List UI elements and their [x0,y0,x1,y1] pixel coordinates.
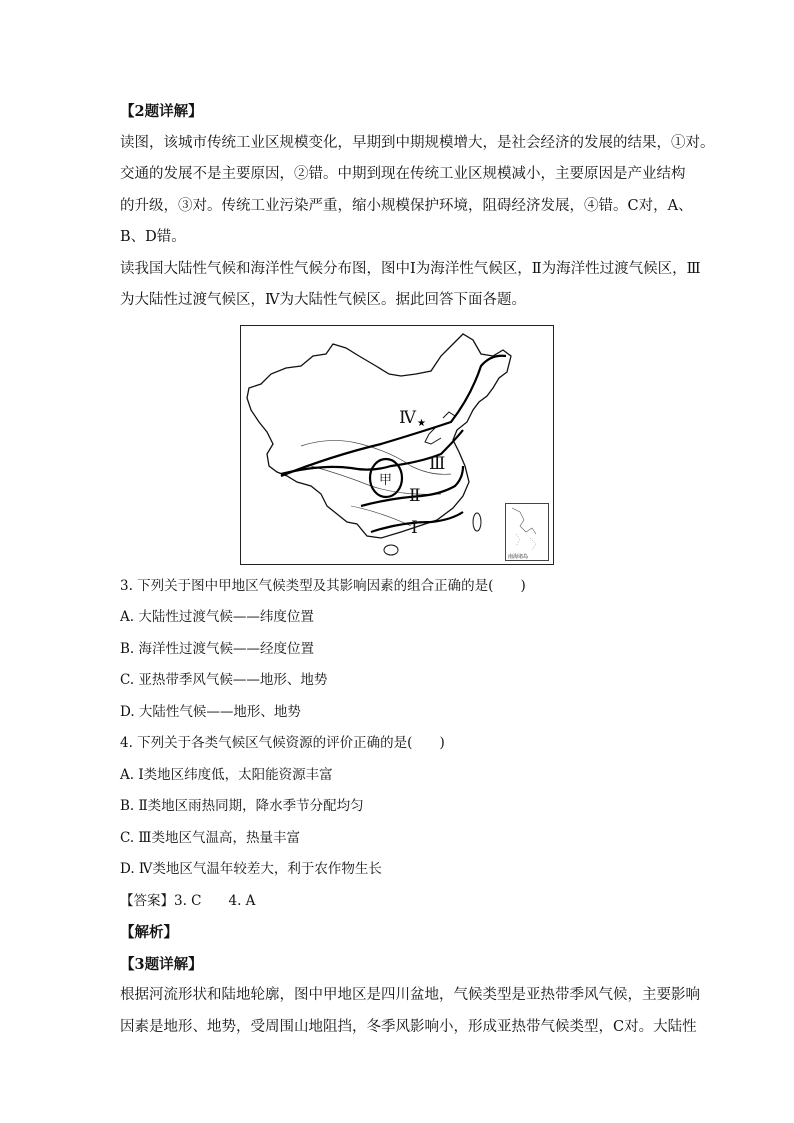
svg-text:★: ★ [417,417,426,429]
q4-option-d: D. Ⅳ类地区气温年较差大，利于农作物生长 [120,861,382,877]
questions-block [120,571,700,1044]
q3-option-c: C. 亚热带季风气候——地形、地势 [120,672,328,688]
south-china-sea-inset [505,503,549,561]
q3-stem: 3. 下列关于图中甲地区气候类型及其影响因素的组合正确的是( ) [120,577,526,594]
section2-line-3: 的升级，③对。传统工业污染严重，缩小规模保护环境，阻碍经济发展，④错。C对，A、 [120,197,693,214]
q4-option-a: A. Ⅰ类地区纬度低，太阳能资源丰富 [120,766,333,783]
analysis-heading: 【解析】 [120,924,178,941]
china-border [247,334,511,538]
q3-option-a: A. 大陆性过渡气候——纬度位置 [120,609,314,625]
region-iv-label: Ⅳ [399,407,416,428]
section3-heading: 【3题详解】 [120,955,203,973]
q4-option-b: B. Ⅱ类地区雨热同期，降水季节分配均匀 [120,798,364,814]
document-page [120,96,715,1043]
q4-option-c: C. Ⅲ类地区气温高，热量丰富 [120,829,300,846]
section2-line-2: 交通的发展不是主要原因，②错。中期到现在传统工业区规模减小，主要原因是产业结构 [120,166,686,182]
region-iii-label: Ⅲ [429,453,446,474]
section2-heading: 【2题详解】 [120,103,203,120]
answer-line: 【答案】3. C 4. A [120,892,256,909]
section2-line-4: B、D错。 [120,229,186,245]
section3-line-1: 根据河流形状和陆地轮廓，图中甲地区是四川盆地，气候类型是亚热带季风气候，主要影响 [120,987,700,1003]
section3-line-2: 因素是地形、地势，受周围山地阻挡，冬季风影响小，形成亚热带气候类型，C对。大陆性 [120,1018,697,1035]
intro-line-1: 读我国大陆性气候和海洋性气候分布图，图中Ⅰ为海洋性气候区，Ⅱ为海洋性过渡气候区，Ⅲ [120,260,701,277]
region-ii-label: Ⅱ [409,485,421,506]
climate-map [240,325,554,565]
q3-option-d: D. 大陆性气候——地形、地势 [120,703,301,720]
section2-line-1: 读图，该城市传统工业区规模变化，早期到中期规模增大，是社会经济的发展的结果，①对。 [120,134,715,151]
boundary-iv [281,355,506,475]
inset-label: 南海诸岛 [508,553,529,560]
region-i-label: Ⅰ [411,517,418,538]
region-jia-label: 甲 [379,472,393,488]
intro-line-2: 为大陆性过渡气候区，Ⅳ为大陆性气候区。据此回答下面各题。 [120,292,526,308]
q4-stem: 4. 下列关于各类气候区气候资源的评价正确的是( ) [120,735,445,751]
q3-option-b: B. 海洋性过渡气候——经度位置 [120,640,315,657]
